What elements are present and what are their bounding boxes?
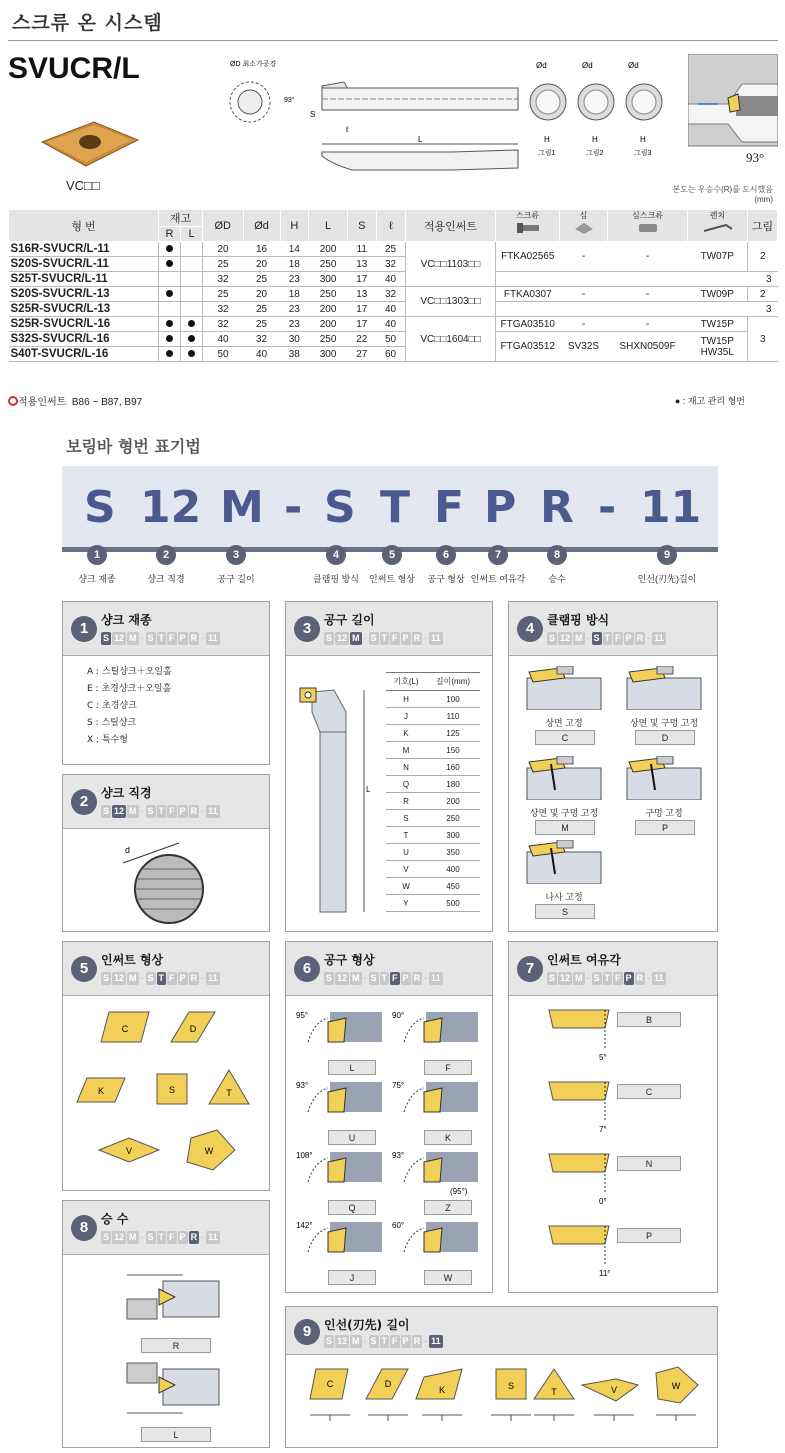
clearance-drawing: [545, 1008, 625, 1068]
edge-length-mark: l: [553, 1414, 555, 1423]
stock-dot-icon: [166, 290, 173, 297]
material-item: C : 초경샹크: [87, 701, 137, 711]
step-label: 인써트 형상: [369, 574, 415, 584]
boring-schematic: [688, 54, 778, 154]
section-title: 보링바 형번 표기법: [66, 437, 201, 456]
col-d: Ød: [243, 210, 280, 242]
step-label: 공구 길이: [217, 574, 255, 584]
material-item: X : 특수형: [87, 735, 129, 745]
svg-text:(95°): (95°): [450, 1187, 468, 1196]
clearance-code: C: [617, 1084, 681, 1099]
length-row: W 450: [386, 878, 480, 895]
clamp-name: 구멍 고정: [645, 808, 683, 818]
step-number: 1: [87, 545, 107, 565]
panel-shank-material: 1 샹크 재종 S 12 M - S T F P R - 11 A : 스틸샹크＋오일홀 E : 초경샹크＋오일홀 C : 초경샹크 S : 스틸샹크 X : 특수형: [62, 601, 270, 765]
svg-text:93°: 93°: [296, 1081, 309, 1090]
tool-shape-code: Q: [328, 1200, 376, 1215]
drawing-note: 본도는 우승수(R)를 도시했음: [672, 185, 773, 194]
length-row: K 125: [386, 725, 480, 742]
step-number: 7: [488, 545, 508, 565]
svg-text:11°: 11°: [599, 1269, 611, 1278]
panel-tool-shape: 6 공구 형상 S 12 M - S T F P R - 11 95° L 90° F 93° U 75° K 108° Q 93° (95°) Z 142° J 60° W: [285, 941, 493, 1293]
stock-dot-icon: [166, 320, 173, 327]
table-row: S25T-SVUCR/L-11 32 25 23 300 17 40 3: [9, 272, 778, 287]
model-cell: S20S-SVUCR/L-11: [9, 257, 159, 272]
insert-shape-label: T: [226, 1088, 232, 1098]
insert-shape-label: K: [97, 1086, 105, 1096]
stock-dot-icon: [166, 335, 173, 342]
edge-length-mark: l: [613, 1414, 615, 1423]
tool-shape-code: W: [424, 1270, 472, 1285]
edge-shape-label: S: [507, 1381, 515, 1391]
insert-shape-label: V: [125, 1146, 133, 1156]
length-row: V 400: [386, 861, 480, 878]
length-row: Y 500: [386, 895, 480, 912]
insert-shape-label: S: [168, 1085, 176, 1095]
right-hand-drawing: [123, 1263, 223, 1333]
tool-shape-code: Z: [424, 1200, 472, 1215]
length-row: S 250: [386, 810, 480, 827]
clamp-name: 상면 및 구멍 고정: [629, 718, 699, 728]
insert-code: VC□□: [66, 178, 100, 193]
clamp-drawing: [521, 756, 607, 800]
tool-shape-drawing: [390, 1148, 480, 1198]
arrow-circle-icon: [8, 396, 18, 406]
col-D: ØD: [203, 210, 244, 242]
svg-text:93°: 93°: [392, 1151, 405, 1160]
step-number: 3: [226, 545, 246, 565]
shim-screw-icon: [635, 221, 661, 235]
code-char: P: [484, 482, 517, 533]
stock-dot-icon: [166, 350, 173, 357]
tool-shape-drawing: [294, 1078, 384, 1128]
edge-shape-label: W: [671, 1381, 681, 1391]
edge-length-shapes: [286, 1363, 719, 1447]
boring-bar-drawing: [294, 682, 374, 922]
code-char: T: [380, 482, 411, 533]
model-cell: S25R-SVUCR/L-16: [9, 317, 159, 332]
step-label: 승수: [548, 574, 566, 584]
page-title: 스크류 온 시스템: [12, 12, 163, 34]
model-cell: S20S-SVUCR/L-13: [9, 287, 159, 302]
svg-text:Ød: Ød: [536, 61, 547, 70]
step-label: 클램핑 방식: [313, 574, 359, 584]
code-char: M: [220, 482, 264, 533]
clamp-name: 나사 고정: [545, 892, 583, 902]
edge-length-mark: l: [675, 1414, 677, 1423]
stock-dot-icon: [166, 260, 173, 267]
edge-shape-label: K: [438, 1385, 446, 1395]
tool-shape-code: K: [424, 1130, 472, 1145]
length-row: Q 180: [386, 776, 480, 793]
stock-legend: ● : 재고 관리 형번: [674, 396, 745, 406]
edge-length-mark: l: [510, 1414, 512, 1423]
svg-text:그림2: 그림2: [586, 150, 604, 157]
tool-shape-code: L: [328, 1060, 376, 1075]
step-number: 6: [436, 545, 456, 565]
svg-text:S: S: [310, 110, 316, 119]
length-row: T 300: [386, 827, 480, 844]
step-label: 공구 형상: [427, 574, 465, 584]
col-H: H: [280, 210, 308, 242]
svg-text:75°: 75°: [392, 1081, 405, 1090]
step-number: 5: [382, 545, 402, 565]
shim-icon: [573, 221, 595, 235]
stock-dot-icon: [188, 335, 195, 342]
left-hand-drawing: [123, 1361, 223, 1425]
model-cell: S25T-SVUCR/L-11: [9, 272, 159, 287]
insert-shapes: [63, 998, 271, 1188]
code-char: 11: [640, 482, 702, 533]
svg-text:Ød: Ød: [628, 61, 639, 70]
step-label: 인써트 여유각: [470, 574, 526, 584]
insert-ref[interactable]: 적용인써트 B86 ~ B87, B97: [8, 393, 142, 408]
clearance-code: N: [617, 1156, 681, 1171]
unit-label: (mm): [754, 195, 773, 204]
edge-shape-label: C: [326, 1379, 334, 1389]
code-char: R: [540, 482, 574, 533]
length-row: H 100: [386, 691, 480, 708]
table-row: S32S-SVUCR/L-16 40 32 30 250 22 50 FTGA03512 SV32S SHXN0509F TW15P HW35L: [9, 332, 778, 347]
svg-text:H: H: [592, 135, 598, 144]
material-item: A : 스틸샹크＋오일홀: [87, 667, 172, 677]
panel-tool-length: 3 공구 길이 S 12 M - S T F P R - 11 L 기호(L) 길이(mm) H 100 J 110 K 125 M 150 N 160 Q 180 R 200 S 250 T 300 U 350 V 400 W 450 Y 500: [285, 601, 493, 932]
wrench-icon: [702, 221, 734, 235]
svg-text:H: H: [640, 135, 646, 144]
svg-text:L: L: [366, 785, 371, 794]
clamp-code: D: [635, 730, 695, 745]
table-row: S25R-SVUCR/L-16 32 25 23 200 17 40 VC□□1604□□ FTGA03510 - - TW15P 3: [9, 317, 778, 332]
clamp-code: P: [635, 820, 695, 835]
edge-length-mark: l: [441, 1414, 443, 1423]
svg-text:H: H: [544, 135, 550, 144]
col-wrench: 렌치: [688, 210, 748, 242]
edge-shape-label: V: [610, 1385, 618, 1395]
svg-text:그림1: 그림1: [538, 150, 556, 157]
tool-shape-drawing: [294, 1148, 384, 1198]
svg-text:60°: 60°: [392, 1221, 405, 1230]
svg-text:d: d: [125, 845, 131, 855]
panel-clearance: 7 인써트 여유각 S 12 M - S T F P R - 11 5° B 7° C 0° N 11° P: [508, 941, 718, 1293]
panel-edge-length: 9 인선(刃先) 길이 S 12 M - S T F P R - 11 C l D l K l S l T l V l W l: [285, 1306, 718, 1448]
insert-shape-T: [209, 1070, 249, 1104]
col-stock: 재고: [159, 210, 203, 227]
panel-insert-shape: 5 인써트 형상 S 12 M - S T F P R - 11 C D K S T V W: [62, 941, 270, 1191]
code-char: -: [284, 482, 303, 533]
step-number: 2: [156, 545, 176, 565]
length-row: R 200: [386, 793, 480, 810]
step-label: 인선(刃先)길이: [637, 574, 697, 584]
panel-shank-diameter: 2 샹크 직경 S 12 M - S T F P R - 11 d: [62, 774, 270, 932]
stock-dot-icon: [188, 320, 195, 327]
svg-text:5°: 5°: [599, 1053, 607, 1062]
tool-shape-drawing: [294, 1008, 384, 1058]
length-row: N 160: [386, 759, 480, 776]
svg-text:95°: 95°: [296, 1011, 309, 1020]
step-label: 샹크 재종: [78, 574, 116, 584]
angle-label: 93°: [746, 150, 765, 165]
step-number: 9: [657, 545, 677, 565]
code-char: S: [324, 482, 356, 533]
step-label: 샹크 직경: [147, 574, 185, 584]
code-char: 12: [140, 482, 202, 533]
col-model: 형 번: [9, 210, 159, 242]
clamp-drawing: [521, 666, 607, 710]
tool-shape-drawing: [390, 1218, 480, 1268]
clamp-code: M: [535, 820, 595, 835]
col-fig: 그림: [748, 210, 778, 242]
insert-shape-label: D: [189, 1024, 197, 1034]
clearance-drawing: [545, 1152, 625, 1212]
table-row: S20S-SVUCR/L-13 25 20 18 250 13 32 VC□□1303□□ FTKA0307 - - TW09P 2: [9, 287, 778, 302]
code-bar: [62, 466, 718, 552]
svg-text:108°: 108°: [296, 1151, 313, 1160]
svg-text:L: L: [418, 135, 423, 144]
edge-length-mark: l: [387, 1414, 389, 1423]
code-char: -: [598, 482, 617, 533]
model-name: SVUCR/L: [8, 52, 140, 85]
model-cell: S40T-SVUCR/L-16: [9, 347, 159, 362]
code-char: S: [84, 482, 116, 533]
clearance-code: B: [617, 1012, 681, 1027]
panel-hand: 8 승 수 S 12 M - S T F P R - 11 R L: [62, 1200, 270, 1448]
tool-shape-code: U: [328, 1130, 376, 1145]
svg-text:7°: 7°: [599, 1125, 607, 1134]
col-L: L: [309, 210, 348, 242]
edge-length-mark: l: [329, 1414, 331, 1423]
material-item: S : 스틸샹크: [87, 718, 137, 728]
clamp-name: 상면 및 구멍 고정: [529, 808, 599, 818]
col-l: ℓ: [376, 210, 405, 242]
clamp-drawing: [621, 756, 707, 800]
insert-shape-label: C: [121, 1024, 129, 1034]
model-cell: S25R-SVUCR/L-13: [9, 302, 159, 317]
length-row: U 350: [386, 844, 480, 861]
hand-L: L: [141, 1427, 211, 1442]
table-row: S40T-SVUCR/L-16 50 40 38 300 27 60: [9, 347, 778, 362]
table-row: S20S-SVUCR/L-11 25 20 18 250 13 32: [9, 257, 778, 272]
material-item: E : 초경샹크＋오일홀: [87, 684, 172, 694]
tool-shape-code: J: [328, 1270, 376, 1285]
clearance-drawing: [545, 1224, 625, 1284]
svg-text:ØD 최소가공경: ØD 최소가공경: [230, 61, 277, 68]
header-divider: [8, 40, 778, 41]
svg-text:93°: 93°: [284, 97, 295, 104]
clamp-drawing: [521, 840, 607, 884]
insert-shape-label: W: [204, 1146, 214, 1156]
step-number: 8: [547, 545, 567, 565]
length-row: J 110: [386, 708, 480, 725]
svg-text:142°: 142°: [296, 1221, 313, 1230]
stock-dot-icon: [188, 350, 195, 357]
table-row: S16R-SVUCR/L-11 20 16 14 200 11 25 VC□□1103□□ FTKA02565 - - TW07P 2: [9, 242, 778, 257]
col-shim-screw: 심스크류: [608, 210, 688, 242]
svg-text:90°: 90°: [392, 1011, 405, 1020]
shank-cross-section: [103, 839, 233, 929]
panel-clamping: 4 클램핑 방식 S 12 M - S T F P R - 11 상면 고정 C 상면 및 구멍 고정 D 상면 및 구멍 고정 M 구멍 고정 P 나사 고정 S: [508, 601, 718, 932]
edge-shape-label: D: [384, 1379, 392, 1389]
table-row: S25R-SVUCR/L-13 32 25 23 200 17 40 3: [9, 302, 778, 317]
svg-text:그림3: 그림3: [634, 150, 652, 157]
col-shim: 심: [560, 210, 608, 242]
clearance-code: P: [617, 1228, 681, 1243]
tool-shape-drawing: [294, 1218, 384, 1268]
spec-table: 형 번 재고 ØD Ød H L S ℓ 적용인써트 스크류 심 심스크류 렌치 그림 R L S16R-SVUCR/L-11 20 16 14 200 11 25 VC□□1103□□ FTKA02565 - - TW07P 2 S20S-SVUCR/L-11 25 20 18 250 13 32 S25T-SVUCR/L-11 32 25 23 300 17 40 3 S20S-SVUCR/L-13 25 20 18 250 13 32 VC□□1303□□ FTKA0307 - - TW09P 2 S25R-SVUCR/L-13 32 25 23 200 17 40 3 S25R-SVUCR/L-16 32 25 23 200 17 40 VC□□1604□□ FTGA03510 - - TW15P 3 S32S-SVUCR/L-16 40 32 30 250 22 50 FTGA03512 SV32S SHXN0509F TW15P HW35L S40T-SVUCR/L-16 50 40 38 300 27 60: [8, 209, 778, 362]
clamp-name: 상면 고정: [545, 718, 583, 728]
col-insert: 적용인써트: [406, 210, 496, 242]
svg-text:0°: 0°: [599, 1197, 607, 1206]
clearance-drawing: [545, 1080, 625, 1140]
col-S: S: [348, 210, 376, 242]
length-row: M 150: [386, 742, 480, 759]
step-number: 4: [326, 545, 346, 565]
model-cell: S32S-SVUCR/L-16: [9, 332, 159, 347]
tool-shape-code: F: [424, 1060, 472, 1075]
model-cell: S16R-SVUCR/L-11: [9, 242, 159, 257]
tool-shape-drawing: [390, 1078, 480, 1128]
toolholder-drawing: [222, 56, 522, 186]
svg-text:ℓ: ℓ: [346, 125, 349, 134]
svg-text:Ød: Ød: [582, 61, 593, 70]
code-char: F: [434, 482, 465, 533]
clamp-code: S: [535, 904, 595, 919]
hand-R: R: [141, 1338, 211, 1353]
clamp-drawing: [621, 666, 707, 710]
screw-icon: [515, 221, 541, 235]
edge-shape-label: T: [551, 1387, 557, 1397]
insert-photo: [34, 120, 144, 170]
col-screw: 스크류: [496, 210, 560, 242]
cross-section-figures: [524, 58, 674, 158]
tool-shape-drawing: [390, 1008, 480, 1058]
clamp-code: C: [535, 730, 595, 745]
stock-dot-icon: [166, 245, 173, 252]
